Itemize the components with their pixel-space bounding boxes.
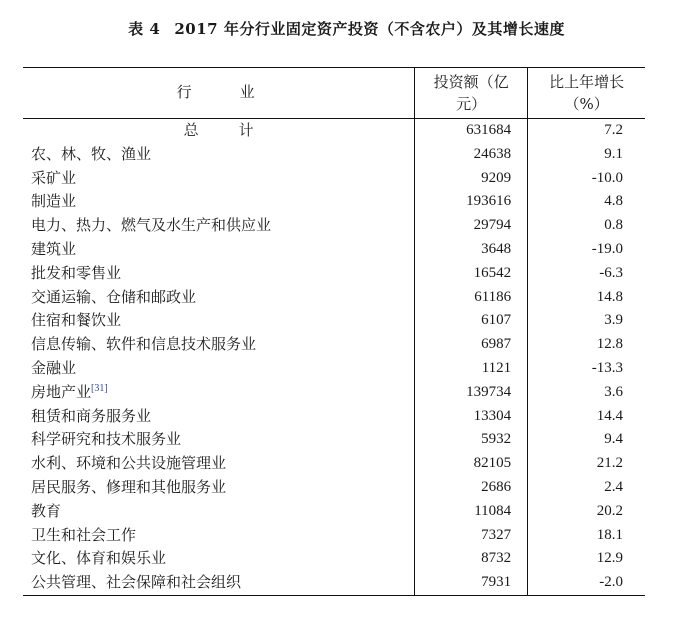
table-row (23, 547, 645, 571)
industry-cell (23, 452, 415, 476)
industry-cell (23, 143, 415, 167)
industry-cell (23, 309, 415, 333)
table-row (23, 452, 645, 476)
investment-cell: 7327 (415, 524, 528, 548)
growth-cell: 18.1 (528, 524, 645, 548)
growth-cell: 14.8 (528, 286, 645, 310)
growth-cell: 2.4 (528, 476, 645, 500)
investment-cell: 139734 (415, 381, 528, 405)
industry-cell (23, 571, 415, 595)
industry-cell (23, 476, 415, 500)
table-row (23, 214, 645, 238)
industry-label: 居民服务、修理和其他服务业 (31, 477, 227, 496)
industry-cell (23, 524, 415, 548)
investment-cell: 9209 (415, 167, 528, 191)
industry-label: 金融业 (31, 358, 77, 377)
table-row (23, 428, 645, 452)
industry-label: 采矿业 (31, 168, 77, 187)
table-row (23, 286, 645, 310)
growth-cell: 9.4 (528, 428, 645, 452)
table-row (23, 524, 645, 548)
industry-cell (23, 167, 415, 191)
growth-cell: 3.6 (528, 381, 645, 405)
growth-cell: 9.1 (528, 143, 645, 167)
investment-cell: 13304 (415, 405, 528, 429)
table-row (23, 571, 645, 595)
growth-cell: -6.3 (528, 262, 645, 286)
header-row (23, 68, 645, 119)
industry-cell (23, 119, 415, 143)
industry-label: 卫生和社会工作 (31, 525, 137, 544)
industry-label: 公共管理、社会保障和社会组织 (31, 573, 242, 592)
header-growth-line1: 比上年增长 (549, 73, 625, 91)
investment-cell: 1121 (415, 357, 528, 381)
table-row (23, 500, 645, 524)
growth-cell: 20.2 (528, 500, 645, 524)
investment-cell: 11084 (415, 500, 528, 524)
industry-label: 批发和零售业 (31, 263, 122, 282)
investment-cell: 193616 (415, 190, 528, 214)
industry-label: 制造业 (31, 192, 77, 211)
header-growth-line2: （%） (564, 95, 609, 113)
growth-cell: -19.0 (528, 238, 645, 262)
industry-cell (23, 405, 415, 429)
industry-label: 租赁和商务服务业 (31, 406, 152, 425)
investment-table (23, 67, 645, 596)
table-number: 表 4 (128, 20, 161, 38)
growth-cell: 21.2 (528, 452, 645, 476)
industry-label: 房地产业 (31, 382, 92, 401)
industry-label: 住宿和餐饮业 (31, 311, 122, 330)
industry-label: 电力、热力、燃气及水生产和供应业 (31, 216, 272, 235)
industry-cell (23, 500, 415, 524)
industry-label: 交通运输、仓储和邮政业 (31, 287, 197, 306)
industry-cell (23, 238, 415, 262)
header-investment (415, 68, 528, 119)
table-row (23, 167, 645, 191)
table-body (23, 119, 645, 596)
table-row (23, 190, 645, 214)
investment-cell: 7931 (415, 571, 528, 595)
investment-cell: 631684 (415, 119, 528, 143)
industry-cell (23, 190, 415, 214)
industry-cell (23, 357, 415, 381)
investment-cell: 5932 (415, 428, 528, 452)
table-title: 2017 年分行业固定资产投资（不含农户）及其增长速度 (174, 20, 565, 38)
growth-cell: 3.9 (528, 309, 645, 333)
growth-cell: 0.8 (528, 214, 645, 238)
industry-cell (23, 333, 415, 357)
table-row (23, 143, 645, 167)
table-header (23, 68, 645, 119)
investment-cell: 2686 (415, 476, 528, 500)
growth-cell: 12.8 (528, 333, 645, 357)
investment-cell: 6987 (415, 333, 528, 357)
investment-cell: 8732 (415, 547, 528, 571)
table-caption (0, 18, 693, 39)
table-row (23, 381, 645, 405)
industry-label: 总计 (183, 121, 294, 139)
growth-cell: -2.0 (528, 571, 645, 595)
industry-cell (23, 214, 415, 238)
investment-cell: 3648 (415, 238, 528, 262)
table-row (23, 357, 645, 381)
industry-cell (23, 262, 415, 286)
growth-cell: -10.0 (528, 167, 645, 191)
industry-label: 建筑业 (31, 239, 77, 258)
investment-cell: 16542 (415, 262, 528, 286)
growth-cell: 4.8 (528, 190, 645, 214)
investment-cell: 61186 (415, 286, 528, 310)
total-row (23, 119, 645, 143)
industry-cell (23, 428, 415, 452)
table-row (23, 333, 645, 357)
table-row (23, 405, 645, 429)
footnote-link[interactable]: [31] (91, 382, 108, 394)
header-investment-line1: 投资额（亿 (433, 73, 509, 91)
growth-cell: 14.4 (528, 405, 645, 429)
industry-label: 教育 (31, 501, 62, 520)
header-investment-line2: 元） (456, 95, 487, 113)
industry-cell (23, 381, 415, 405)
table-row (23, 238, 645, 262)
header-growth (528, 68, 645, 119)
table-row (23, 309, 645, 333)
header-industry: 行 业 (23, 68, 415, 119)
industry-label: 文化、体育和娱乐业 (31, 549, 167, 568)
investment-cell: 29794 (415, 214, 528, 238)
industry-cell (23, 286, 415, 310)
growth-cell: -13.3 (528, 357, 645, 381)
industry-label: 信息传输、软件和信息技术服务业 (31, 335, 257, 354)
growth-cell: 12.9 (528, 547, 645, 571)
growth-cell: 7.2 (528, 119, 645, 143)
industry-cell (23, 547, 415, 571)
investment-cell: 6107 (415, 309, 528, 333)
table-row (23, 262, 645, 286)
investment-cell: 24638 (415, 143, 528, 167)
industry-label: 农、林、牧、渔业 (31, 144, 152, 163)
industry-label: 水利、环境和公共设施管理业 (31, 454, 227, 473)
investment-cell: 82105 (415, 452, 528, 476)
industry-label: 科学研究和技术服务业 (31, 430, 182, 449)
table-row (23, 476, 645, 500)
